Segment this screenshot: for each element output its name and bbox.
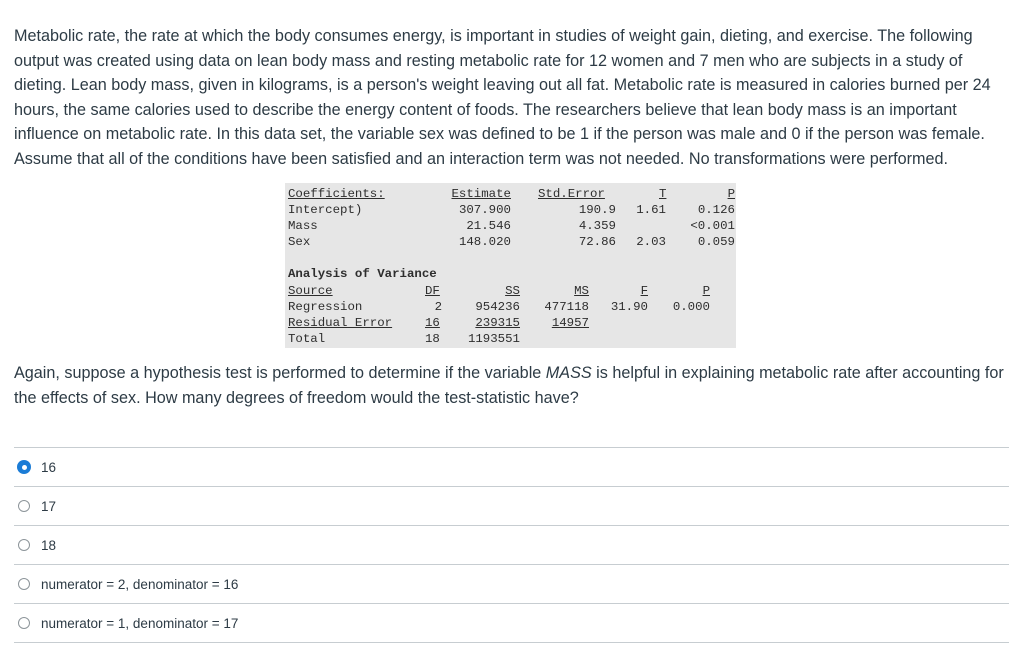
answer-option[interactable] <box>14 525 1009 564</box>
radio-button[interactable] <box>18 617 30 629</box>
coef-estimate: 21.546 <box>466 219 511 233</box>
coef-p: <0.001 <box>690 219 735 233</box>
coef-t: 1.61 <box>636 203 666 217</box>
anova-header-f: F <box>640 284 648 298</box>
anova-df: 2 <box>434 300 442 314</box>
coef-estimate: 148.020 <box>458 235 511 249</box>
anova-source: Total <box>288 332 326 346</box>
anova-ss: 954236 <box>475 300 520 314</box>
answer-option[interactable] <box>14 486 1009 525</box>
coef-header-p: P <box>727 187 735 201</box>
anova-ms: 14957 <box>551 316 589 330</box>
anova-ss: 1193551 <box>467 332 520 346</box>
answer-label: numerator = 1, denominator = 17 <box>41 615 239 631</box>
coef-term: Mass <box>288 219 318 233</box>
answer-choices <box>14 447 1009 643</box>
radio-button[interactable] <box>18 578 30 590</box>
anova-ms: 477118 <box>544 300 589 314</box>
anova-f: 31.90 <box>610 300 648 314</box>
anova-header-df: DF <box>425 284 440 298</box>
answer-label: numerator = 2, denominator = 16 <box>41 576 239 592</box>
question-intro: Metabolic rate, the rate at which the body consumes energy, is important in studies of weight gain, dieting, and exercise. The following output was created using data on lean body mass and resting metabolic rate for 12 women and 7 men who are subjects in a study of dieting. Lean body mass, given in kilograms, is a person's weight leaving out all fat. Metabolic rate is measured in calories burned per 24 hours, the same calories used to describe the energy content of foods. The researchers believe that lean body mass is an important influence on metabolic rate. In this data set, the variable sex was defined to be 1 if the person was male and 0 if the person was female. Assume that all of the conditions have been satisfied and an interaction term was not needed. No transformations were performed. <box>14 27 991 168</box>
answer-option[interactable] <box>14 603 1009 643</box>
anova-df: 16 <box>425 316 440 330</box>
answer-label: 18 <box>41 537 57 553</box>
radio-button-selected[interactable] <box>17 460 31 474</box>
answer-label: 16 <box>41 459 57 475</box>
radio-button[interactable] <box>18 539 30 551</box>
anova-ss: 239315 <box>475 316 520 330</box>
anova-header-ms: MS <box>574 284 589 298</box>
coef-header-estimate: Estimate <box>451 187 511 201</box>
anova-df: 18 <box>425 332 440 346</box>
answer-label: 17 <box>41 498 57 514</box>
anova-source: Regression <box>288 300 363 314</box>
anova-source: Residual Error <box>288 316 393 330</box>
coef-p: 0.059 <box>697 235 735 249</box>
question-prompt <box>14 361 1014 410</box>
coef-t: 2.03 <box>636 235 666 249</box>
coef-p: 0.126 <box>697 203 735 217</box>
question-prompt-variable: MASS <box>545 364 592 382</box>
anova-header-source: Source <box>288 284 333 298</box>
coef-stderror: 72.86 <box>578 235 616 249</box>
question-prompt-end: is helpful in explaining metabolic rate after accounting for the effects of sex. How many degrees of freedom would the test-statistic have? <box>14 364 1004 407</box>
coef-header-t: T <box>659 187 667 201</box>
answer-option[interactable] <box>14 564 1009 603</box>
coef-term: Sex <box>288 235 311 249</box>
coef-estimate: 307.900 <box>458 203 511 217</box>
question-prompt-start: Again, suppose a hypothesis test is performed to determine if the variable <box>14 364 546 382</box>
coef-header-stderror: Std.Error <box>538 187 605 201</box>
coef-stderror: 190.9 <box>578 203 616 217</box>
radio-button[interactable] <box>18 500 30 512</box>
anova-header-ss: SS <box>505 284 520 298</box>
anova-title: Analysis of Variance <box>288 267 437 281</box>
answer-option[interactable] <box>14 447 1009 486</box>
anova-p: 0.000 <box>672 300 710 314</box>
regression-output <box>285 183 736 348</box>
coef-term: Intercept) <box>288 203 363 217</box>
anova-header-p: P <box>702 284 710 298</box>
coef-header-term: Coefficients: <box>288 187 385 201</box>
coef-stderror: 4.359 <box>578 219 616 233</box>
